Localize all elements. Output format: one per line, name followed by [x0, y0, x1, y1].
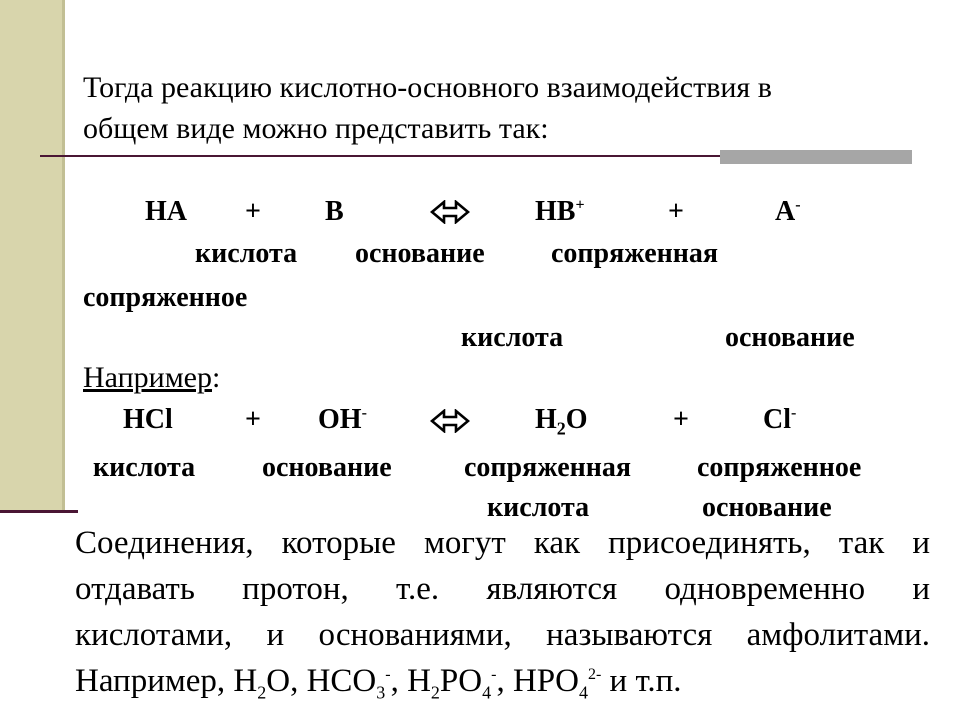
- eq2-base-symbol: OH: [318, 404, 362, 435]
- eq2-label-conj-base-2: основание: [702, 492, 832, 523]
- p4-d: 3: [376, 682, 386, 703]
- eq2-conj-base-charge: -: [791, 404, 797, 422]
- p4-e: -: [385, 666, 391, 683]
- p4-j: -: [491, 666, 497, 683]
- eq2-label-base: основание: [262, 452, 392, 483]
- eq1-acid: HA: [145, 196, 187, 227]
- eq1-label-conj-base-2: основание: [725, 322, 855, 353]
- p4-f: , H: [390, 663, 431, 699]
- eq2-conj-base: [763, 404, 796, 436]
- p4-m: 2-: [587, 666, 602, 683]
- paragraph-line-3: кислотами, и основаниями, называются амфолитами.: [75, 617, 930, 653]
- p4-b: 2: [257, 682, 267, 703]
- eq1-label-conj-base-1: сопряженное: [83, 282, 248, 313]
- eq1-conj-base-symbol: A: [775, 196, 796, 227]
- eq2-conj-acid-o: O: [565, 404, 588, 435]
- example-label: [83, 362, 220, 394]
- eq2-label-conj-acid-1: сопряженная: [464, 452, 632, 483]
- p4-l: 4: [578, 682, 588, 703]
- example-word: Например: [83, 361, 212, 394]
- p4-a: Например, H: [75, 663, 258, 699]
- paragraph-line-1: Соединения, которые могут как присоединять, так и: [75, 525, 930, 561]
- eq1-conj-base-charge: -: [795, 196, 801, 214]
- p4-h: PO: [439, 663, 483, 699]
- sidebar-bottom-rule: [0, 510, 78, 513]
- slide-title: [83, 67, 913, 149]
- eq1-label-conj-acid-1: сопряженная: [551, 238, 719, 269]
- eq1-conj-acid-symbol: HB: [535, 196, 576, 227]
- p4-c: O, HCO: [266, 663, 377, 699]
- sidebar-decoration: [0, 0, 62, 513]
- eq2-plus-1: +: [245, 404, 261, 435]
- eq2-conj-acid: [535, 404, 588, 439]
- eq2-label-conj-base-1: сопряженное: [697, 452, 862, 483]
- eq1-label-base: основание: [355, 238, 485, 269]
- eq2-label-acid: кислота: [93, 452, 196, 483]
- eq1-conj-acid: [535, 196, 585, 228]
- eq2-label-conj-acid-2: кислота: [487, 492, 590, 523]
- paragraph-line-2: отдавать протон, т.е. являются одновременно и: [75, 571, 930, 607]
- double-arrow-icon: [430, 409, 470, 433]
- paragraph-line-4: [75, 658, 930, 704]
- eq2-conj-base-symbol: Cl: [763, 404, 791, 435]
- p4-g: 2: [430, 682, 440, 703]
- eq1-plus-2: +: [668, 196, 684, 227]
- ampholyte-paragraph: [75, 520, 930, 704]
- eq1-plus-1: +: [245, 196, 261, 227]
- eq2-conj-acid-sub: 2: [556, 418, 566, 439]
- title-divider-accent: [720, 150, 912, 164]
- sidebar-edge: [62, 0, 65, 513]
- eq2-plus-2: +: [673, 404, 689, 435]
- title-line-2: общем виде можно представить так:: [83, 112, 549, 145]
- eq2-base-charge: -: [361, 404, 367, 422]
- eq2-conj-acid-h: H: [535, 404, 557, 435]
- p4-k: , HPO: [496, 663, 579, 699]
- title-line-1: Тогда реакцию кислотно-основного взаимодействия в: [83, 71, 772, 104]
- p4-n: и т.п.: [601, 663, 682, 699]
- p4-i: 4: [482, 682, 492, 703]
- eq1-conj-base: [775, 196, 801, 228]
- eq1-label-acid: кислота: [195, 238, 298, 269]
- example-colon: :: [212, 361, 221, 394]
- double-arrow-icon: [430, 200, 470, 224]
- eq2-acid: HCl: [123, 404, 173, 435]
- eq1-conj-acid-charge: +: [575, 196, 585, 214]
- eq1-label-conj-acid-2: кислота: [461, 322, 564, 353]
- eq1-base: B: [325, 196, 344, 227]
- eq2-base: [318, 404, 367, 436]
